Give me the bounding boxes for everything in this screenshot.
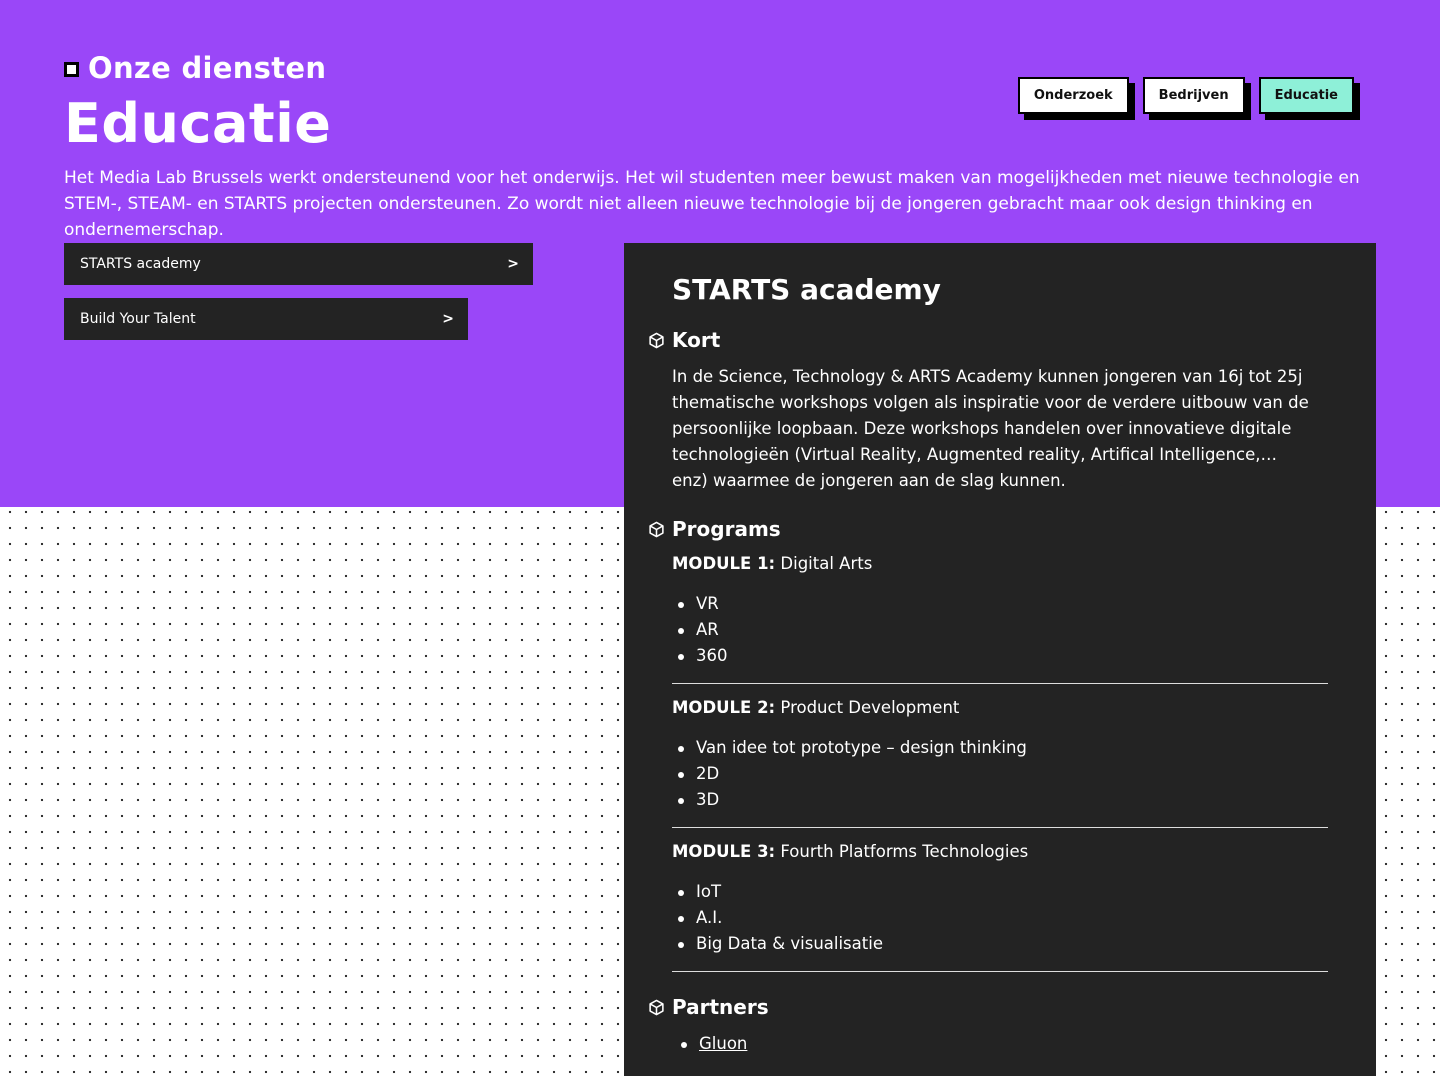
section-heading-label: Programs (672, 517, 781, 541)
cube-icon (648, 999, 665, 1016)
section-eyebrow (64, 50, 326, 86)
list-item: 3D (672, 787, 1027, 813)
section-heading-label: Partners (672, 995, 769, 1019)
module-items (672, 735, 1027, 813)
intro-text: Het Media Lab Brussels werkt ondersteunend voor het onderwijs. Het wil studenten meer bewust maken van mogelijkheden met nieuwe technologie en STEM-, STEAM- en STARTS projecten ondersteunen. Zo wordt niet alleen nieuwe technologie bij de jongeren gebracht maar ook design thinking en ondernemerschap. (64, 168, 1360, 240)
panel-title: STARTS academy (672, 273, 941, 306)
menu-item-label: STARTS academy (80, 256, 201, 272)
tab-onderzoek[interactable]: Onderzoek (1018, 77, 1129, 114)
section-heading-kort (648, 328, 720, 352)
page-title: Educatie (64, 92, 332, 155)
module-label: MODULE 2: (672, 698, 776, 717)
list-item (675, 1031, 747, 1057)
module-name: Digital Arts (780, 554, 873, 573)
section-heading-partners (648, 995, 769, 1019)
list-item: A.I. (672, 905, 883, 931)
divider (672, 971, 1328, 972)
module-items (672, 879, 883, 957)
cube-icon (648, 521, 665, 538)
divider (672, 683, 1328, 684)
partner-link-gluon[interactable]: Gluon (699, 1034, 748, 1053)
list-item: 360 (672, 643, 728, 669)
list-item: IoT (672, 879, 883, 905)
list-item: 2D (672, 761, 1027, 787)
menu-item-build-your-talent[interactable] (64, 298, 468, 340)
module-name: Product Development (780, 698, 960, 717)
tab-educatie[interactable]: Educatie (1259, 77, 1354, 114)
kort-text: In de Science, Technology & ARTS Academy kunnen jongeren van 16j tot 25j thematische workshops volgen als inspiratie voor de verdere uitbouw van de persoonlijke loopbaan. Deze workshops handelen over innovatieve digitale technologieën (Virtual Reality, Augmented reality, Artifical Intelligence,… enz) waarmee de jongeren aan de slag kunnen. (672, 367, 1309, 490)
chevron-right-icon: > (442, 311, 454, 327)
tab-bedrijven[interactable]: Bedrijven (1143, 77, 1245, 114)
menu-item-label: Build Your Talent (80, 311, 196, 327)
list-item: Big Data & visualisatie (672, 931, 883, 957)
module-title (672, 554, 872, 573)
square-icon (64, 62, 79, 77)
list-item: VR (672, 591, 728, 617)
partner-list (675, 1031, 747, 1057)
module-title (672, 842, 1028, 861)
module-items (672, 591, 728, 669)
divider (672, 827, 1328, 828)
list-item: Van idee tot prototype – design thinking (672, 735, 1027, 761)
section-heading-programs (648, 517, 781, 541)
eyebrow-label: Onze diensten (88, 51, 327, 85)
module-name: Fourth Platforms Technologies (780, 842, 1029, 861)
category-tabs (1018, 77, 1354, 114)
menu-item-starts-academy[interactable] (64, 243, 533, 285)
module-title (672, 698, 959, 717)
detail-panel (624, 243, 1376, 1076)
module-label: MODULE 1: (672, 554, 776, 573)
list-item: AR (672, 617, 728, 643)
cube-icon (648, 332, 665, 349)
chevron-right-icon: > (507, 256, 519, 272)
section-heading-label: Kort (672, 328, 721, 352)
module-label: MODULE 3: (672, 842, 776, 861)
